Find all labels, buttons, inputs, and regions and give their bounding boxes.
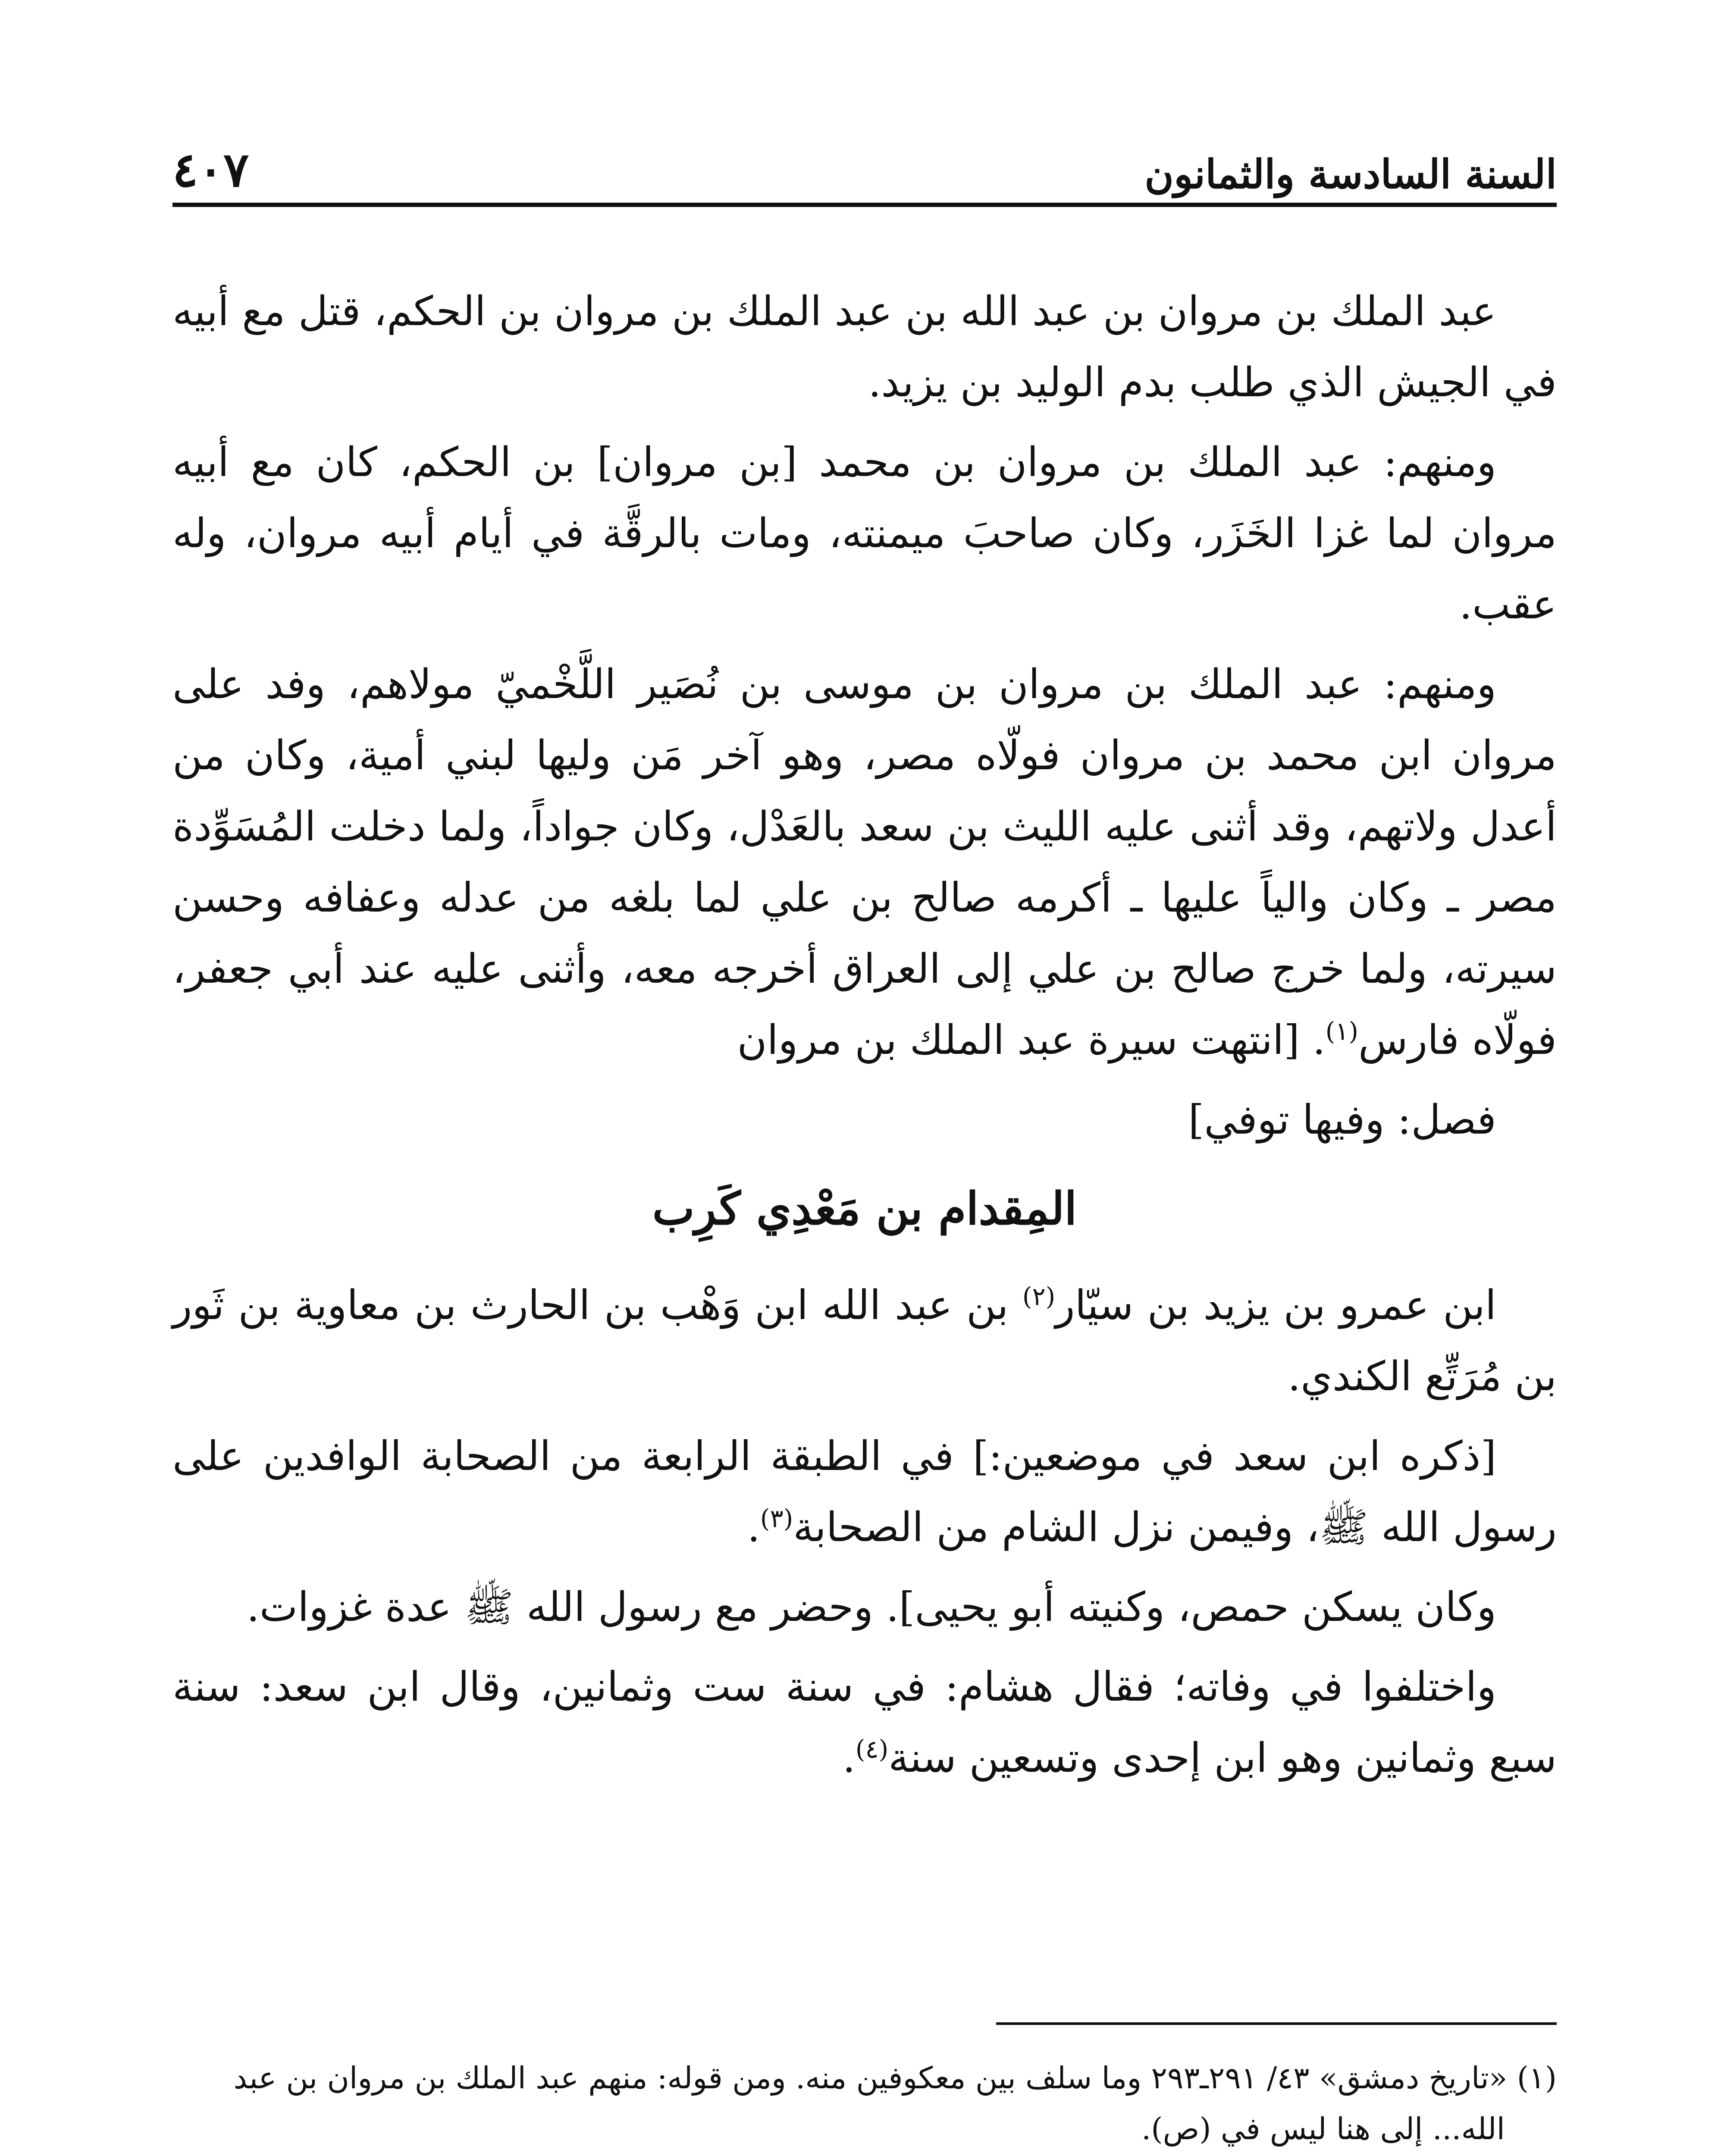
- footnote-ref-4[interactable]: (٤): [855, 1734, 889, 1764]
- paragraph-6-text-a: [ذكره ابن سعد في موضعين:] في الطبقة الرابعة من الصحابة الوافدين على رسول الله ﷺ، وفيمن نزل الشام من الصحابة: [172, 1433, 1557, 1551]
- footnote-1-continuation: الله... إلى هنا ليس في (ص).: [1141, 2111, 1505, 2147]
- section-heading: المِقدام بن مَعْدِي كَرِب: [652, 1182, 1077, 1235]
- header-rule: [172, 203, 1557, 207]
- main-text: [172, 276, 1557, 1802]
- paragraph-8-text-a: واختلفوا في وفاته؛ فقال هشام: في سنة ست وثمانين، وقال ابن سعد: سنة سبع وثمانين وهو ابن إحدى وتسعين سنة: [172, 1664, 1557, 1782]
- footnote-2: [172, 2154, 1557, 2156]
- footnote-ref-2[interactable]: (٢): [1022, 1282, 1056, 1311]
- footnote-ref-1[interactable]: (١): [1325, 1016, 1359, 1046]
- paragraph-6-text-b: .: [747, 1504, 760, 1551]
- paragraph-4: فصل: وفيها توفي]: [1188, 1097, 1496, 1144]
- paragraph-1: عبد الملك بن مروان بن عبد الله بن عبد الملك بن مروان بن الحكم، قتل مع أبيه في الجيش الذي طلب بدم الوليد بن يزيد.: [172, 288, 1557, 406]
- running-title: السنة السادسة والثمانون: [1144, 151, 1557, 197]
- paragraph-8: [172, 1651, 1557, 1794]
- paragraph-2: ومنهم: عبد الملك بن مروان بن محمد [بن مروان] بن الحكم، كان مع أبيه مروان لما غزا الخَزَر، وكان صاحبَ ميمنته، ومات بالرقَّة في أيام أبيه مروان، وله عقب.: [172, 439, 1557, 628]
- footnote-ref-3[interactable]: (٣): [760, 1504, 793, 1533]
- paragraph-6: [172, 1421, 1557, 1563]
- paragraph-8-text-b: .: [842, 1735, 856, 1782]
- footnotes: [172, 2053, 1557, 2156]
- paragraph-3: [172, 649, 1557, 1076]
- page-number: ٤٠٧: [172, 142, 249, 197]
- footnote-rule: [996, 2022, 1557, 2025]
- paragraph-5-text-a: ابن عمرو بن يزيد بن سيّار: [1055, 1282, 1496, 1329]
- footnote-1: (١) «تاريخ دمشق» ٤٣/ ٢٩١ـ٢٩٣ وما سلف بين معكوفين منه. ومن قوله: منهم عبد الملك بن مروان بن عبد: [233, 2060, 1557, 2096]
- paragraph-5-text-b: بن عبد الله ابن وَهْب بن الحارث بن معاوية بن ثَور بن مُرَتِّع الكندي.: [172, 1282, 1557, 1400]
- paragraph-5: [172, 1270, 1557, 1412]
- paragraph-3-text: ومنهم: عبد الملك بن مروان بن موسى بن نُصَير اللَّخْميّ مولاهم، وفد على مروان ابن محمد بن مروان فولّاه مصر، وهو آخر مَن وليها لبني أمية، وكان من أعدل ولاتهم، وقد أثنى عليه الليث بن سعد بالعَدْل، وكان جواداً، ولما دخلت المُسَوِّدة مصر ـ وكان والياً عليها ـ أكرمه صالح بن علي لما بلغه من عدله وعفافه وحسن سيرته، ولما خرج صالح بن علي إلى العراق أخرجه معه، وأثنى عليه عند أبي جعفر، فولّاه فارس: [172, 661, 1557, 1064]
- paragraph-7: وكان يسكن حمص، وكنيته أبو يحيى]. وحضر مع رسول الله ﷺ عدة غزوات.: [246, 1584, 1496, 1631]
- page-header: [172, 142, 1557, 207]
- paragraph-3-tail: . [انتهت سيرة عبد الملك بن مروان: [737, 1017, 1326, 1064]
